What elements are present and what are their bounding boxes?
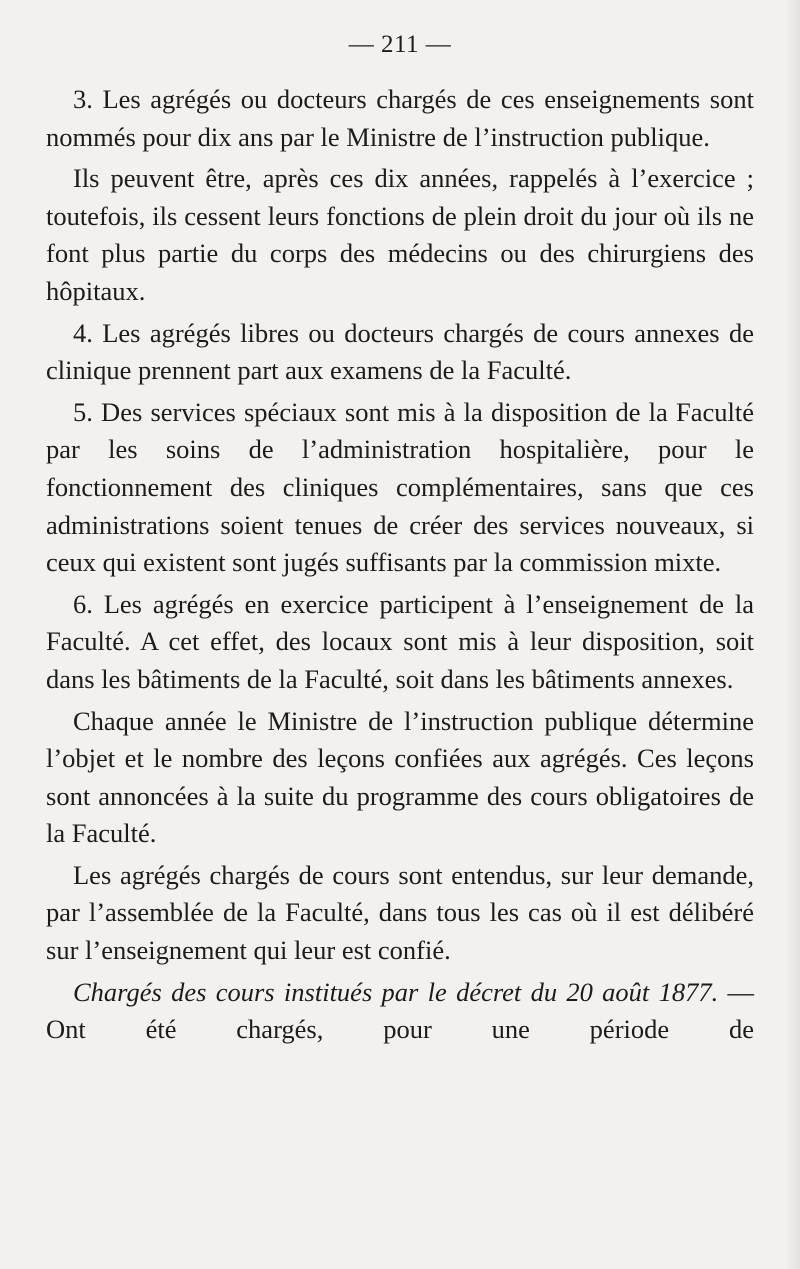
paragraph-article-4: 4. Les agrégés libres ou docteurs chargés de cours annexes de clinique prennent part aux examens de la Faculté. [46,317,754,386]
decree-text: — Ont été chargés, pour une période de [46,976,754,1045]
paragraph-article-6: 6. Les agrégés en exercice participent à l’enseignement de la Faculté. A cet effet, des locaux sont mis à leur disposition, soit dans les bâtiments de la Faculté, soit dans les bâtiments annexes. [46,588,754,694]
paragraph-assembly: Les agrégés chargés de cours sont entendus, sur leur demande, par l’assemblée de la Faculté, dans tous les cas où il est délibéré sur l’enseignement qui leur est confié. [46,859,754,966]
paragraph-lessons: Chaque année le Ministre de l’instruction publique détermine l’objet et le nombre des leçons confiées aux agrégés. Ces leçons sont annoncées à la suite du programme des cours obligatoires de la Faculté. [46,705,754,849]
paragraph-article-5: 5. Des services spéciaux sont mis à la disposition de la Faculté par les soins de l’administration hospitalière, pour le fonctionnement des cliniques complémentaires, sans que ces administrations soient tenues de créer des services nouveaux, si ceux qui existent sont jugés suffisants par la commission mixte. [46,396,754,578]
paragraph-decree [46,974,754,1049]
page-number: — 211 — [348,31,452,58]
decree-italic-lead: Chargés des cours institués par le décret du 20 août 1877. [73,976,719,1007]
paragraph-article-3: 3. Les agrégés ou docteurs chargés de ces enseignements sont nommés pour dix ans par le Ministre de l’instruction publique. [46,84,754,152]
body-text [46,81,754,1053]
paragraph-recall: Ils peuvent être, après ces dix années, rappelés à l’exercice ; toutefois, ils cessent leurs fonctions de plein droit du jour où ils ne font plus partie du corps des médecins ou des chirurgiens des hôpitaux. [46,163,754,306]
page-edge-shadow [786,0,800,1269]
